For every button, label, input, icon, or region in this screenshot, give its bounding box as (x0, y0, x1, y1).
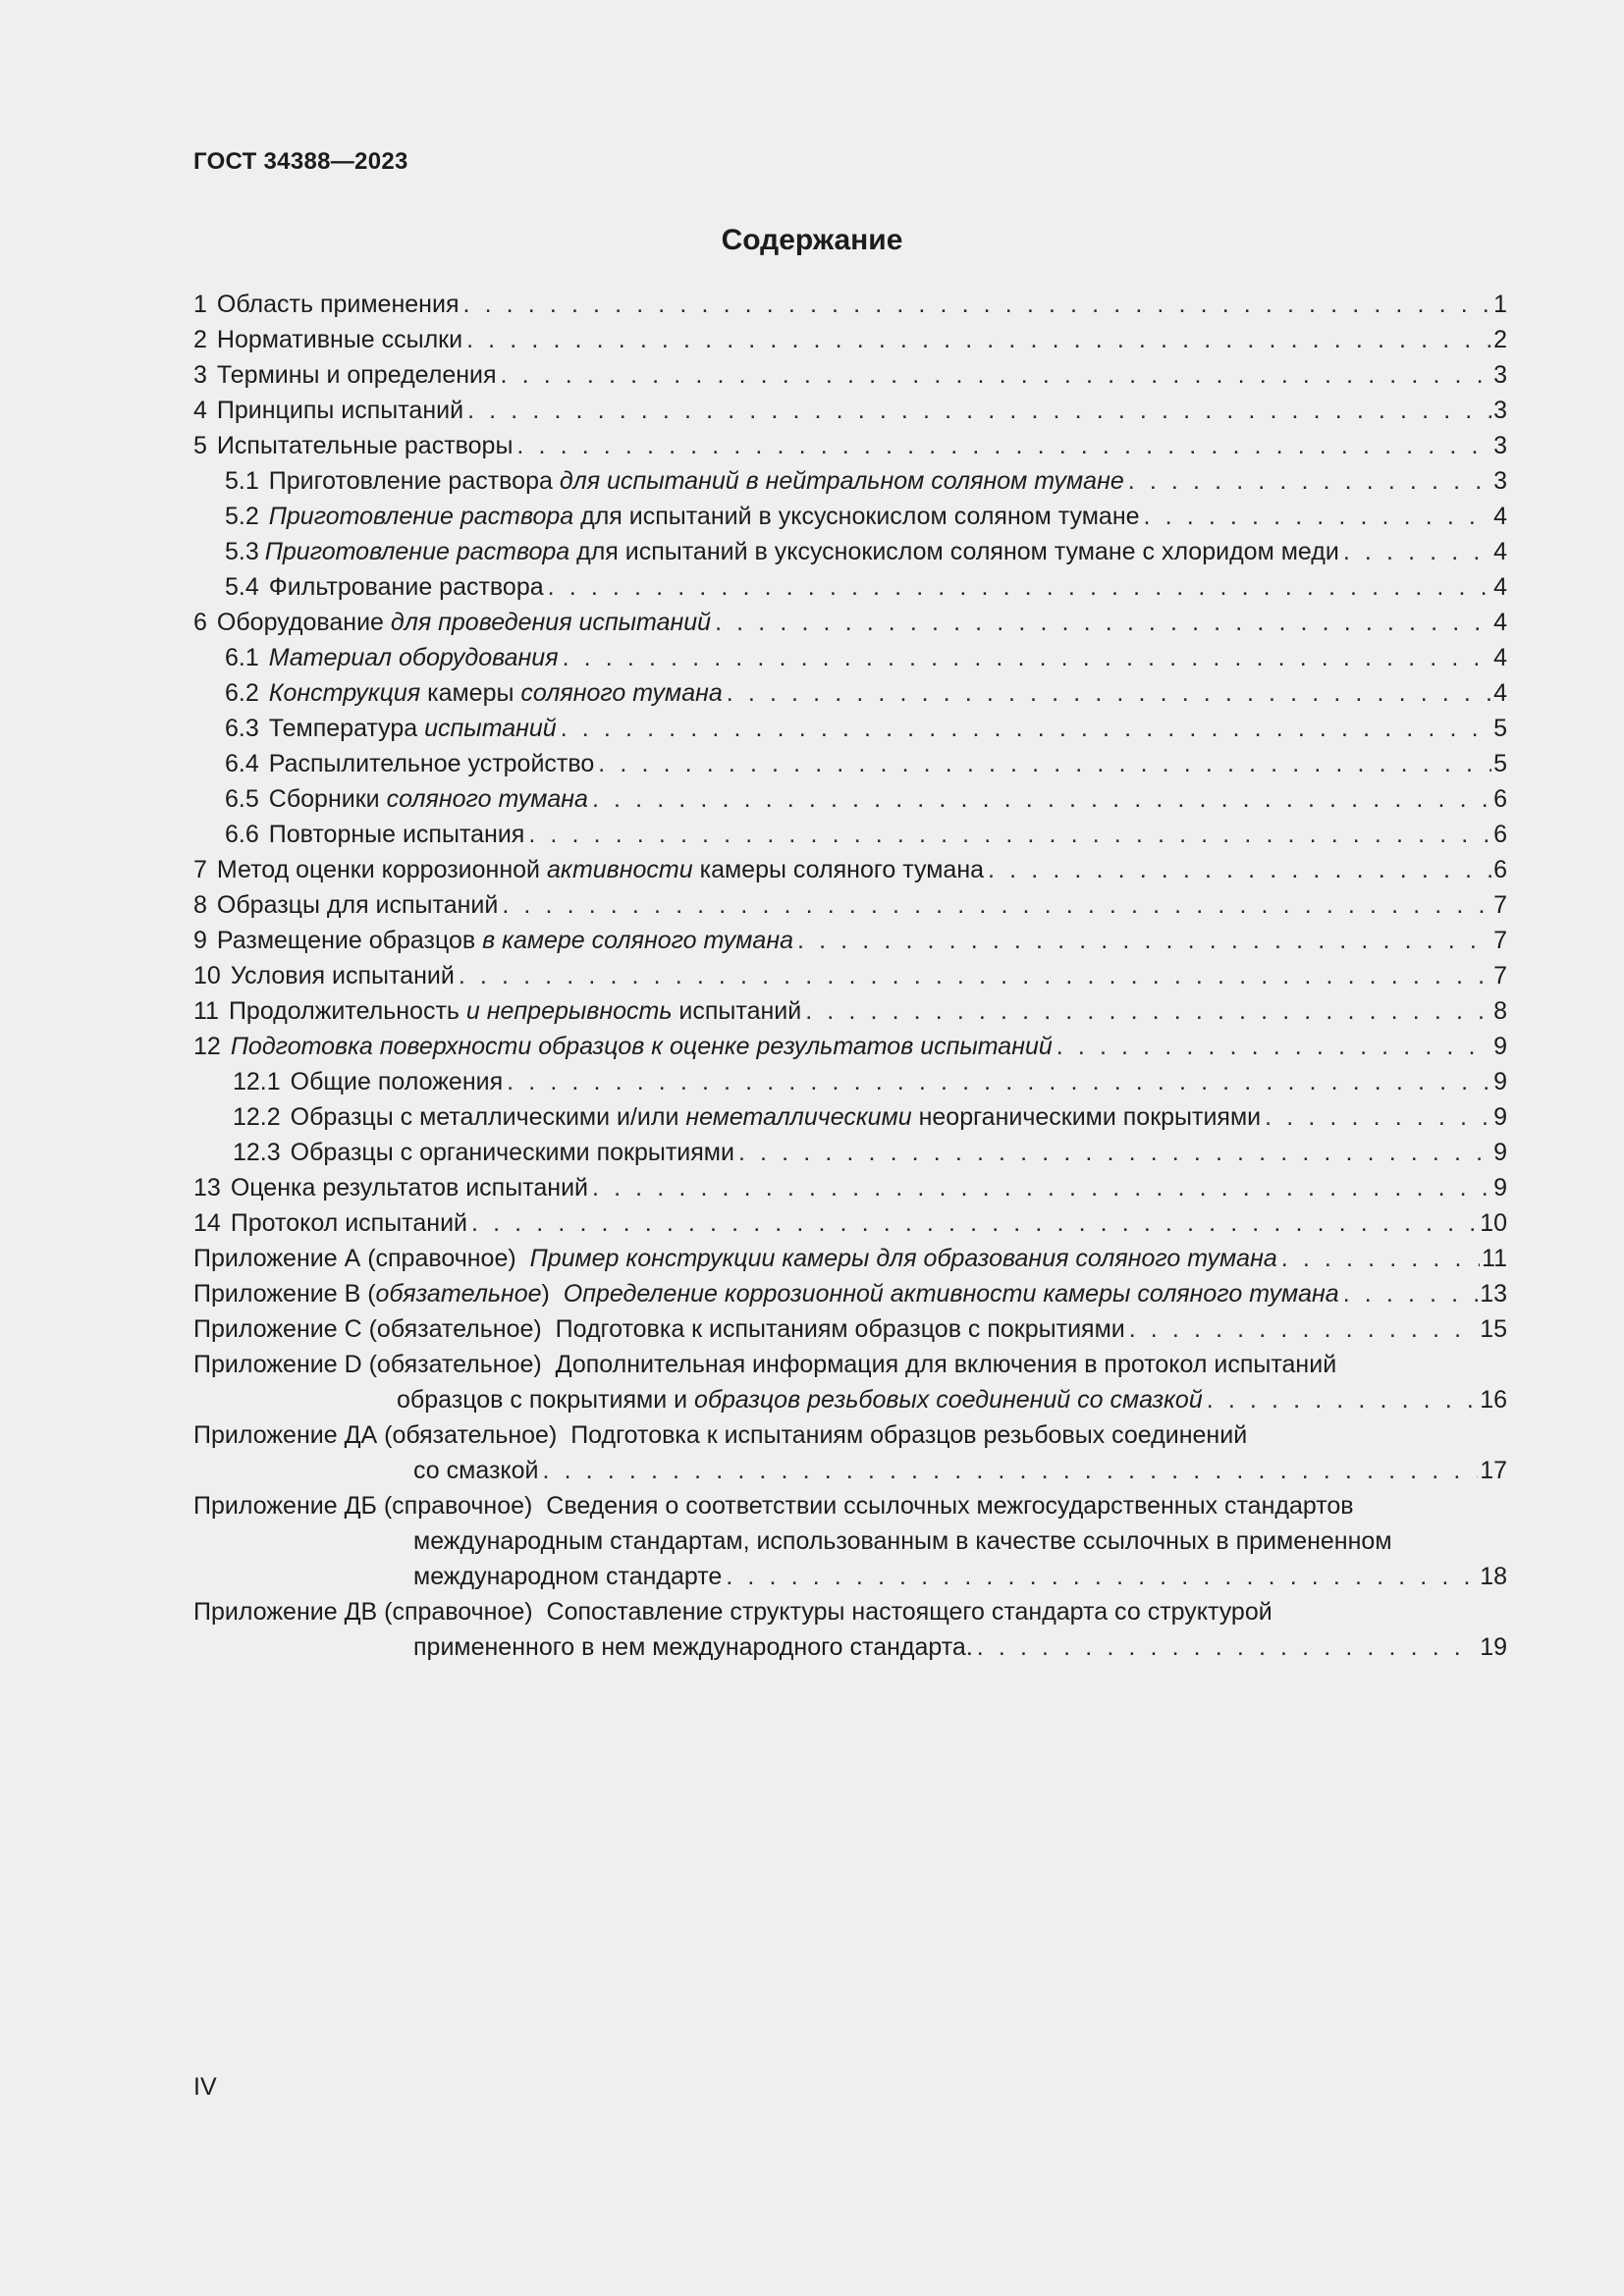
toc-entry-9[interactable]: 9 Размещение образцов в камере соляного тумана . . . 7 (193, 923, 1507, 958)
toc-entry-5-4[interactable]: 5.4 Фильтрование раствора . . . 4 (193, 569, 1507, 605)
toc-entry-6[interactable]: 6 Оборудование для проведения испытаний . . . 4 (193, 605, 1507, 640)
toc-entry-5-1[interactable]: 5.1 Приготовление раствора для испытаний в нейтральном соляном тумане . . . 3 (193, 463, 1507, 499)
toc-entry-6-1[interactable]: 6.1 Материал оборудования . . . 4 (193, 640, 1507, 675)
toc-entry-6-6[interactable]: 6.6 Повторные испытания . . . 6 (193, 817, 1507, 852)
toc-entry-6-4[interactable]: 6.4 Распылительное устройство . . . 5 (193, 746, 1507, 781)
toc-entry-6-5[interactable]: 6.5 Сборники соляного тумана . . . 6 (193, 781, 1507, 817)
toc-entry-12-2[interactable]: 12.2 Образцы с металлическими и/или неметаллическими неорганическими покрытиями . . . 9 (193, 1099, 1507, 1135)
toc-entry-7[interactable]: 7 Метод оценки коррозионной активности камеры соляного тумана . . . 6 (193, 852, 1507, 887)
document-id: ГОСТ 34388—2023 (193, 148, 408, 175)
toc-entry-6-2[interactable]: 6.2 Конструкция камеры соляного тумана . . . 4 (193, 675, 1507, 711)
toc-annex-a[interactable]: Приложение А (справочное) Пример конструкции камеры для образования соляного тумана . . . 11 (193, 1241, 1507, 1276)
toc-annex-dv[interactable]: Приложение ДВ (справочное) Сопоставление структуры настоящего стандарта со структурой примененного в нем международного стандарта. . . . 19 (193, 1594, 1507, 1665)
toc-entry-6-3[interactable]: 6.3 Температура испытаний . . . 5 (193, 711, 1507, 746)
toc-entry-12-1[interactable]: 12.1 Общие положения . . . 9 (193, 1064, 1507, 1099)
toc-entry-5[interactable]: 5 Испытательные растворы . . . 3 (193, 428, 1507, 463)
toc-entry-4[interactable]: 4 Принципы испытаний . . . 3 (193, 393, 1507, 428)
toc-entry-3[interactable]: 3 Термины и определения . . . 3 (193, 357, 1507, 393)
toc-title: Содержание (721, 224, 903, 256)
toc-annex-d[interactable]: Приложение D (обязательное) Дополнительная информация для включения в протокол испытаний образцов с покрытиями и образцов резьбовых соединений со смазкой . . . 16 (193, 1347, 1507, 1417)
toc-entry-12-3[interactable]: 12.3 Образцы с органическими покрытиями . . . 9 (193, 1135, 1507, 1170)
toc-entry-12[interactable]: 12 Подготовка поверхности образцов к оценке результатов испытаний . . . 9 (193, 1029, 1507, 1064)
toc-annex-da[interactable]: Приложение ДА (обязательное) Подготовка к испытаниям образцов резьбовых соединений со смазкой . . . 17 (193, 1417, 1507, 1488)
table-of-contents (193, 287, 1507, 1665)
toc-entry-2[interactable]: 2 Нормативные ссылки . . . 2 (193, 322, 1507, 357)
toc-annex-c[interactable]: Приложение С (обязательное) Подготовка к испытаниям образцов с покрытиями . . . 15 (193, 1311, 1507, 1347)
page-number: IV (193, 2073, 217, 2101)
toc-entry-1[interactable]: 1 Область применения . . . 1 (193, 287, 1507, 322)
toc-entry-10[interactable]: 10 Условия испытаний . . . 7 (193, 958, 1507, 993)
toc-entry-8[interactable]: 8 Образцы для испытаний . . . 7 (193, 887, 1507, 923)
toc-annex-db[interactable]: Приложение ДБ (справочное) Сведения о соответствии ссылочных межгосударственных стандартов международным стандартам, использованным в качестве ссылочных в примененном международном стандарте . . . 18 (193, 1488, 1507, 1594)
toc-entry-11[interactable]: 11 Продолжительность и непрерывность испытаний . . . 8 (193, 993, 1507, 1029)
toc-entry-5-3[interactable]: 5.3 Приготовление раствора для испытаний в уксуснокислом соляном тумане с хлоридом меди . . . 4 (193, 534, 1507, 569)
toc-annex-b[interactable]: Приложение В (обязательное) Определение коррозионной активности камеры соляного тумана . . . 13 (193, 1276, 1507, 1311)
toc-entry-14[interactable]: 14 Протокол испытаний . . . 10 (193, 1205, 1507, 1241)
toc-entry-13[interactable]: 13 Оценка результатов испытаний . . . 9 (193, 1170, 1507, 1205)
toc-entry-5-2[interactable]: 5.2 Приготовление раствора для испытаний в уксуснокислом соляном тумане . . . 4 (193, 499, 1507, 534)
